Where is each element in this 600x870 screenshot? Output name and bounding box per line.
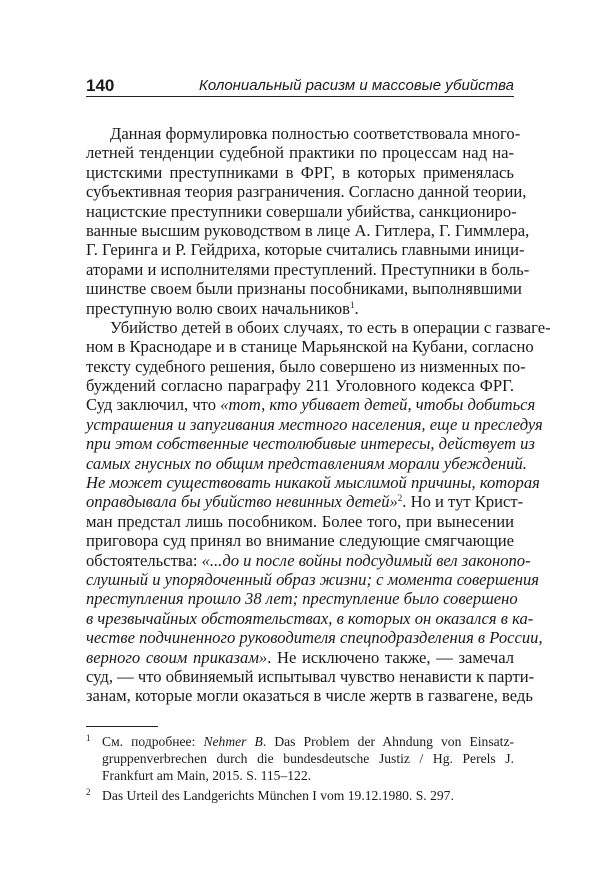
text-run: . <box>354 298 359 318</box>
footnote-reference: 1 <box>349 299 355 310</box>
text-line <box>86 395 536 415</box>
text-run: . Но и тут Крист- <box>402 492 524 512</box>
footnote-number: 2 <box>86 787 91 797</box>
text-run: Данная формулировка полностью соответствовала много- <box>110 124 521 143</box>
text-line <box>86 608 534 628</box>
text-line <box>86 337 534 357</box>
text-line <box>86 686 533 706</box>
text-run: нацистские преступники совершали убийства, санкциониро- <box>86 201 517 221</box>
quoted-text: преступления прошло 38 лет; преступление было совершено <box>86 589 518 609</box>
quoted-text: «...до и после войны подсудимый вел законопо- <box>201 550 531 570</box>
text-line <box>86 648 514 667</box>
footnote-number: 1 <box>86 733 91 743</box>
footnote-line <box>102 787 514 804</box>
text-run: преступную волю своих начальников <box>86 298 350 318</box>
text-line <box>86 259 530 279</box>
footnote <box>86 733 514 784</box>
text-line <box>86 666 535 686</box>
text-run: ванные высшим руководством в лице А. Гитлера, Г. Гиммлера, <box>86 220 530 240</box>
text-run: шинстве своем были признаны пособниками, выполнявшими <box>86 279 522 299</box>
text-line <box>86 569 539 589</box>
text-run: цистскими преступниками в ФРГ, в которых применялась <box>86 162 514 182</box>
text-line <box>86 317 551 337</box>
footnote-line <box>102 750 514 767</box>
text-run: Frankfurt am Main, 2015. S. 115–122. <box>102 768 312 783</box>
text-line <box>86 453 527 473</box>
running-title: Колониальный расизм и массовые убийства <box>199 77 514 94</box>
text-line <box>86 531 514 550</box>
text-run: gruppenverbrechen durch die bundesdeutsche Justiz / Hg. Perels J. <box>102 751 514 766</box>
text-run: Г. Геринга и Р. Гейдриха, которые считались главными иници- <box>86 240 525 260</box>
running-header <box>86 76 514 97</box>
quoted-text: слушный и упорядоченный образ жизни; с момента совершения <box>86 569 539 589</box>
text-line <box>86 414 543 434</box>
text-line <box>86 376 514 395</box>
footnotes <box>86 733 514 807</box>
text-line <box>86 163 514 182</box>
footnote-line <box>102 767 514 784</box>
text-run: тексту судебного решения, было совершено из низменных по- <box>86 356 526 376</box>
text-line <box>86 434 535 454</box>
body-text <box>86 124 551 706</box>
quoted-text: устрашения и запугивания местного населения, еще и преследуя <box>86 414 543 434</box>
text-line <box>86 124 521 143</box>
text-run: приговора суд принял во внимание следующие смягчающие <box>86 531 514 551</box>
text-run: суд, — что обвиняемый испытывал чувство ненависти к парти- <box>86 666 535 686</box>
footnote-reference: 2 <box>397 493 403 504</box>
text-run: . Не исключено также, — замечал <box>267 647 514 667</box>
footnote-divider <box>86 726 158 727</box>
text-line <box>86 550 531 570</box>
footnote <box>86 787 514 804</box>
text-line <box>86 299 514 318</box>
text-line <box>86 473 540 493</box>
quoted-text: «тот, кто убивает детей, чтобы добиться <box>220 395 536 415</box>
text-run: ман предстал лишь пособником. Более того, при вынесении <box>86 511 514 531</box>
quoted-text: самых гнусных по общим представлениям морали убеждений. <box>86 453 527 473</box>
text-run: летней тенденции судебной практики по процессам над на- <box>86 143 514 163</box>
text-run: Убийство детей в обоих случаях, то есть в операции с газваге- <box>110 317 551 337</box>
text-run: занам, которые могли оказаться в числе жертв в газвагене, ведь <box>86 686 533 706</box>
text-run: Das Urteil des Landgerichts München I vom 19.12.1980. S. 297. <box>102 788 454 803</box>
text-line <box>86 220 530 240</box>
text-line <box>86 279 522 299</box>
text-line <box>86 589 518 609</box>
text-line <box>86 628 543 648</box>
text-line <box>86 492 524 512</box>
quoted-text: честве подчиненного руководителя спецподразделения в России, <box>86 628 543 648</box>
quoted-text: при этом собственные честолюбивые интересы, действует из <box>86 434 535 454</box>
text-line <box>86 240 525 260</box>
text-run: обстоятельства: <box>86 550 202 570</box>
text-run: . Das Problem der Ahndung von Einsatz- <box>262 734 514 749</box>
text-line <box>86 143 514 162</box>
text-run: ном в Краснодаре и в станице Марьянской на Кубани, согласно <box>86 337 534 357</box>
text-line <box>86 356 526 376</box>
footnote-line <box>102 733 514 750</box>
text-line <box>86 512 514 531</box>
text-line <box>86 182 527 202</box>
quoted-text: оправдывала бы убийство невинных детей» <box>86 492 398 512</box>
text-run: аторами и исполнителями преступлений. Преступники в боль- <box>86 259 530 279</box>
page-number: 140 <box>86 76 115 95</box>
quoted-text: Не может существовать никакой мыслимой причины, которая <box>86 473 540 493</box>
text-run: Суд заключил, что <box>86 395 221 415</box>
text-run: См. подробнее: <box>102 734 204 749</box>
text-line <box>86 201 517 221</box>
text-run: буждений согласно параграфу 211 Уголовного кодекса ФРГ. <box>86 376 514 396</box>
quoted-text: верного своим приказам» <box>86 647 268 667</box>
quoted-text: Nehmer B <box>203 734 263 749</box>
quoted-text: в чрезвычайных обстоятельствах, в которых он оказался в ка- <box>86 608 534 628</box>
text-run: субъективная теория разграничения. Согласно данной теории, <box>86 182 527 202</box>
